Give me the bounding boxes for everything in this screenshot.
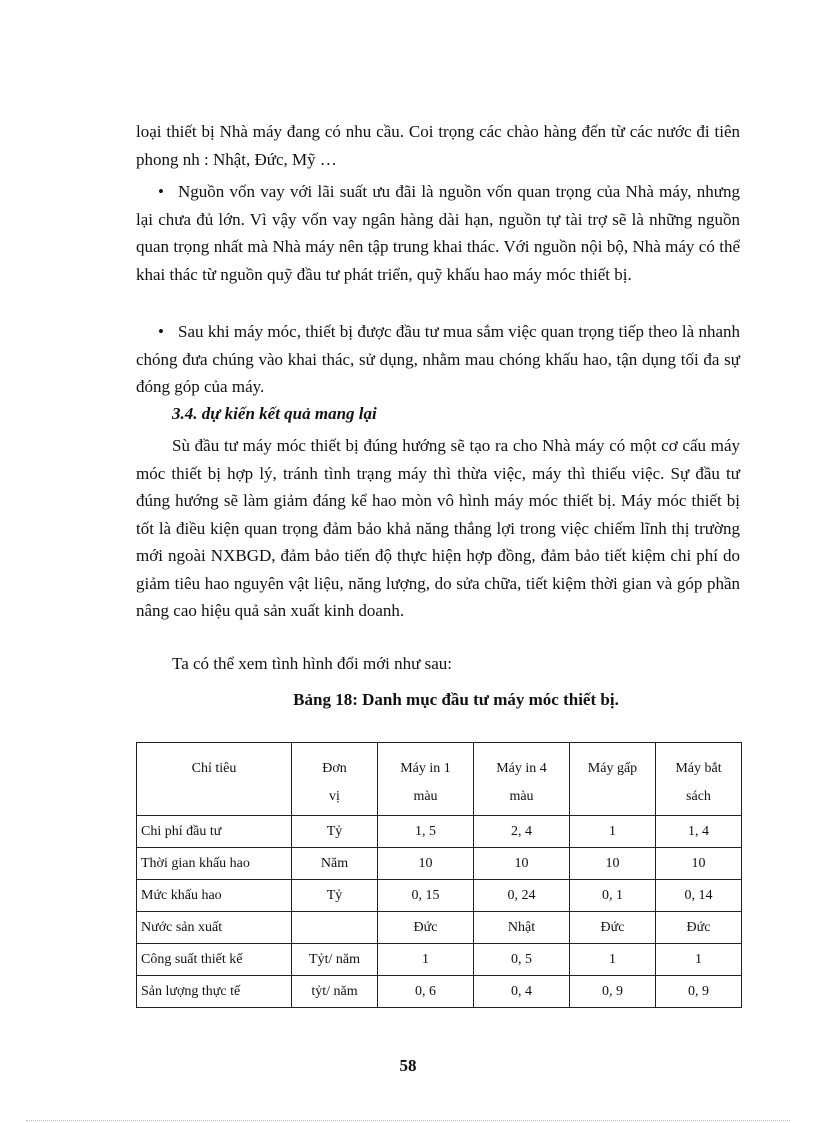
row-value: Đức (656, 912, 742, 944)
header-cell-printer-4-color: Máy in 4 màu (474, 743, 570, 816)
row-unit (292, 912, 378, 944)
header-cell-folding-machine: Máy gấp (570, 743, 656, 816)
row-value: 10 (378, 848, 474, 880)
row-label: Nước sản xuất (137, 912, 292, 944)
row-value: 0, 5 (474, 944, 570, 976)
row-value: 1 (378, 944, 474, 976)
row-unit: Năm (292, 848, 378, 880)
page-bottom-divider (26, 1120, 790, 1121)
row-value: 0, 15 (378, 880, 474, 912)
row-value: 2, 4 (474, 816, 570, 848)
row-value: Đức (378, 912, 474, 944)
row-value: 0, 9 (570, 976, 656, 1008)
row-label: Công suất thiết kế (137, 944, 292, 976)
header-cell-unit: Đơn vị (292, 743, 378, 816)
row-value: 0, 24 (474, 880, 570, 912)
row-value: 0, 1 (570, 880, 656, 912)
row-unit: tỷt/ năm (292, 976, 378, 1008)
bullet-text-usage: Sau khi máy móc, thiết bị được đầu tư mua sắm việc quan trọng tiếp theo là nhanh chóng đưa chúng vào khai thác, sử dụng, nhằm mau chóng khấu hao, tận dụng tối đa sự đóng góp của máy. (136, 322, 740, 396)
row-value: 1 (570, 816, 656, 848)
row-value: 10 (474, 848, 570, 880)
row-value: Nhật (474, 912, 570, 944)
row-value: Đức (570, 912, 656, 944)
page-number: 58 (399, 1056, 417, 1075)
row-unit: Tỷt/ năm (292, 944, 378, 976)
header-cell-binding-machine: Máy bắt sách (656, 743, 742, 816)
section-heading: 3.4. dự kiến kết quả mang lại (172, 404, 377, 423)
table-row (137, 912, 742, 944)
row-label: Thời gian khấu hao (137, 848, 292, 880)
row-value: 0, 9 (656, 976, 742, 1008)
bullet-paragraph-usage (136, 318, 740, 401)
header-cell-printer-1-color: Máy in 1 màu (378, 743, 474, 816)
row-unit: Tỷ (292, 880, 378, 912)
row-label: Chi phí đầu tư (137, 816, 292, 848)
row-value: 0, 6 (378, 976, 474, 1008)
table-row (137, 848, 742, 880)
row-value: 1 (570, 944, 656, 976)
row-value: 0, 14 (656, 880, 742, 912)
row-value: 10 (570, 848, 656, 880)
header-cell-criteria: Chỉ tiêu (137, 743, 292, 816)
row-unit: Tỷ (292, 816, 378, 848)
paragraph-results: Sù đầu tư máy móc thiết bị đúng hướng sẽ tạo ra cho Nhà máy có một cơ cấu máy móc thiết bị hợp lý, tránh tình trạng máy thì thừa việc, máy thì thiếu việc. Sự đầu tư đúng hướng sẽ làm giảm đáng kể hao mòn vô hình máy móc thiết bị. Máy móc thiết bị tốt là điều kiện quan trọng đảm bảo khả năng thắng lợi trong việc chiếm lĩnh thị trường mới ngoài NXBGD, đảm bảo tiến độ thực hiện hợp đồng, đảm bảo tiết kiệm chi phí do giảm tiêu hao nguyên vật liệu, năng lượng, do sửa chữa, tiết kiệm thời gian và góp phần nâng cao hiệu quả sản xuất kinh doanh. (136, 436, 740, 620)
row-value: 1 (656, 944, 742, 976)
bullet-paragraph-funding (136, 178, 740, 288)
table-row (137, 880, 742, 912)
equipment-table (136, 742, 742, 1008)
row-label: Sản lượng thực tế (137, 976, 292, 1008)
bullet-icon: • (158, 322, 164, 341)
table-row (137, 816, 742, 848)
bullet-text-funding: Nguồn vốn vay với lãi suất ưu đãi là nguồn vốn quan trọng của Nhà máy, nhưng lại chưa đủ lớn. Vì vậy vốn vay ngân hàng dài hạn, nguồn tự tài trợ sẽ là những nguồn quan trọng nhất mà Nhà máy nên tập trung khai thác. Với nguồn nội bộ, Nhà máy có thể khai thác từ nguồn quỹ đầu tư phát triển, quỹ khấu hao máy móc thiết bị. (136, 182, 740, 284)
bullet-icon: • (158, 182, 164, 201)
row-value: 1, 5 (378, 816, 474, 848)
row-value: 1, 4 (656, 816, 742, 848)
paragraph-table-intro: Ta có thể xem tình hình đổi mới như sau: (172, 654, 453, 673)
row-label: Mức khấu hao (137, 880, 292, 912)
table-row (137, 944, 742, 976)
row-value: 0, 4 (474, 976, 570, 1008)
table-caption: Bảng 18: Danh mục đầu tư máy móc thiết bị. (293, 690, 619, 709)
paragraph-intro: loại thiết bị Nhà máy đang có nhu cầu. Coi trọng các chào hàng đến từ các nước đi tiên phong nh : Nhật, Đức, Mỹ … (136, 122, 740, 169)
row-value: 10 (656, 848, 742, 880)
table-header-row (137, 743, 742, 816)
table-row (137, 976, 742, 1008)
